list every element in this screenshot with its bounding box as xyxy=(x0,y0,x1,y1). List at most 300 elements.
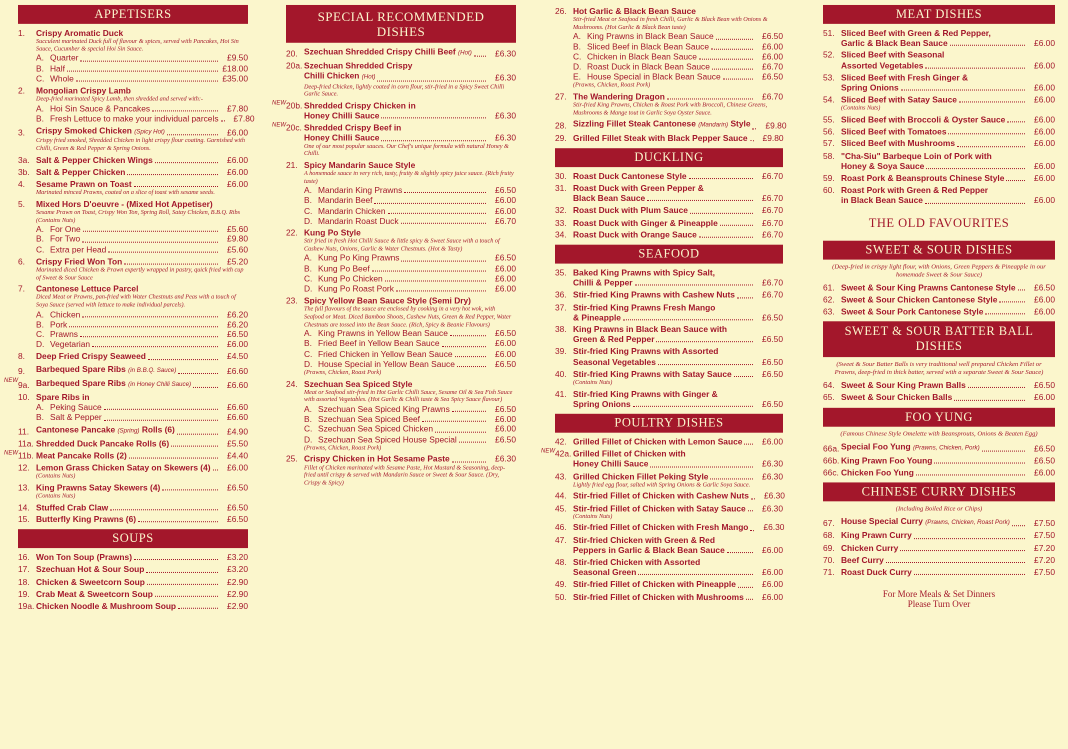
dot-leader xyxy=(914,538,1025,539)
batter-ball-note: (Sweet & Sour Batter Balls is very traditional well prepared Chicken Fillet or Prawns, deep-fried in thick batter, served with a separate Sweet & Sour Sauce) xyxy=(834,361,1044,377)
menu-item-row xyxy=(18,438,248,448)
item-description: (Contains Nuts) xyxy=(36,472,76,480)
item-number: 6. xyxy=(18,256,25,267)
item-description: (Contains Nuts) xyxy=(36,492,76,500)
menu-item-row xyxy=(555,592,783,602)
sub-name: Prawns xyxy=(50,329,78,340)
dot-leader xyxy=(748,510,753,511)
menu-item-row xyxy=(555,302,783,312)
item-price: £6.50 xyxy=(762,398,783,409)
sub-letter: D. xyxy=(573,61,582,72)
item-price: £9.80 xyxy=(762,132,784,143)
item-number: 12. xyxy=(18,462,30,473)
item-name-text: Sliced Beef with Green & Red Pepper, xyxy=(841,27,991,38)
item-name-cont-text: Chilli Chicken xyxy=(304,71,360,81)
item-price: £6.00 xyxy=(1034,38,1055,48)
dot-leader xyxy=(396,291,486,292)
item-name xyxy=(573,557,700,567)
dot-leader xyxy=(968,387,1025,388)
item-number: 14. xyxy=(18,502,30,513)
menu-item-row-2 xyxy=(823,195,1055,205)
item-name xyxy=(36,424,175,436)
sub-option xyxy=(555,52,783,62)
item-name xyxy=(304,123,401,133)
dot-leader xyxy=(435,431,486,432)
dot-leader xyxy=(744,444,753,445)
item-name-text: Chicken Foo Yung xyxy=(841,467,914,478)
item-name-text: King Prawns in Black Bean Sauce with xyxy=(573,324,728,335)
item-name xyxy=(573,268,715,278)
dot-leader xyxy=(999,301,1025,302)
menu-item-row xyxy=(18,482,248,492)
item-name-text: Sesame Prawn on Toast xyxy=(36,179,132,189)
item-number: 5. xyxy=(18,198,25,209)
menu-item-row xyxy=(823,543,1055,553)
menu-item xyxy=(555,503,783,521)
dot-leader xyxy=(750,530,754,531)
sub-name: King Prawns in Black Bean Sauce xyxy=(587,31,714,42)
item-name-cont xyxy=(841,161,924,171)
sub-name: For Two xyxy=(50,234,81,245)
item-name xyxy=(573,437,742,447)
sub-name: Peking Sauce xyxy=(50,402,102,413)
item-number: 70. xyxy=(823,554,835,565)
item-name-text: Meat Pancake Rolls (2) xyxy=(36,450,127,461)
item-name xyxy=(36,552,132,562)
menu-item-row xyxy=(823,151,1055,161)
column-4 xyxy=(823,0,1055,745)
menu-item-row xyxy=(823,282,1055,292)
dot-leader xyxy=(474,56,486,57)
item-name xyxy=(573,119,750,131)
dot-leader xyxy=(152,110,218,111)
item-price: £6.00 xyxy=(1034,195,1055,206)
item-name xyxy=(841,543,898,553)
item-price: £6.50 xyxy=(1034,455,1055,466)
item-name-text: Grilled Fillet of Chicken with Lemon Sauce xyxy=(573,436,743,447)
item-name xyxy=(36,284,138,294)
item-price: £6.50 xyxy=(762,356,783,367)
item-number: 27. xyxy=(555,91,567,102)
appetisers-list xyxy=(4,27,255,525)
menu-item-row-2 xyxy=(555,567,783,577)
meat-header: MEAT DISHES xyxy=(823,5,1055,24)
item-name xyxy=(573,491,749,501)
sub-letter: C. xyxy=(304,205,313,216)
item-note: (Spring) xyxy=(117,427,140,435)
menu-item xyxy=(823,392,1055,402)
sub-option xyxy=(18,113,255,124)
sub-option xyxy=(555,62,783,72)
sub-letter: B. xyxy=(36,113,44,124)
menu-item-row-2 xyxy=(823,83,1055,93)
item-name-text: Stir-fried King Prawns with Cashew Nuts xyxy=(573,289,735,300)
footer-note xyxy=(823,589,1055,609)
menu-item xyxy=(555,92,783,117)
dot-leader xyxy=(658,364,753,365)
dot-leader xyxy=(925,203,1025,204)
menu-item-row-2 xyxy=(555,193,783,203)
item-price: £6.00 xyxy=(762,544,783,555)
sub-letter: D. xyxy=(36,339,45,350)
item-name xyxy=(841,380,966,390)
sub-letter: B. xyxy=(36,412,44,423)
item-number: 48. xyxy=(555,557,567,568)
item-name-cont xyxy=(304,133,379,143)
dot-leader xyxy=(954,400,1025,401)
dot-leader xyxy=(925,67,1025,68)
menu-item xyxy=(555,290,783,300)
sub-price: £6.60 xyxy=(227,412,248,423)
item-number: 20. xyxy=(286,48,298,59)
dot-leader xyxy=(982,450,1025,451)
sweet-sour-list xyxy=(823,282,1055,316)
new-badge: NEW xyxy=(4,377,18,384)
menu-item xyxy=(18,256,248,281)
menu-item-row xyxy=(555,389,783,399)
dot-leader xyxy=(127,174,218,175)
item-name-text: Kung Po Style xyxy=(304,227,361,238)
sub-name: Hoi Sin Sauce & Pancakes xyxy=(50,103,151,114)
menu-item xyxy=(18,577,248,587)
new-badge: NEW xyxy=(541,448,555,455)
sub-letter: A. xyxy=(304,328,312,339)
menu-item-row xyxy=(18,28,248,38)
item-description: Marinated diced Chicken & Prawn expertly wrapped in pastry, quick fried with cup of Sweet & Sour Sauce xyxy=(36,266,244,282)
item-number: 30. xyxy=(555,170,567,181)
item-number: 40. xyxy=(555,368,567,379)
item-name xyxy=(573,133,748,143)
menu-item xyxy=(555,324,783,344)
menu-item xyxy=(823,555,1055,565)
item-name-text: Szechuan Shredded Crispy xyxy=(304,60,413,71)
item-price: £6.00 xyxy=(227,179,248,189)
item-name xyxy=(573,205,688,215)
menu-item xyxy=(555,592,783,602)
item-name xyxy=(304,47,472,59)
item-name xyxy=(573,535,715,545)
item-name-text: Cantonese Pancake xyxy=(36,424,116,435)
sub-price: £35.00 xyxy=(222,73,248,84)
menu-item xyxy=(555,523,783,533)
item-price: £6.00 xyxy=(227,154,248,165)
sub-name: Mandarin Beef xyxy=(318,195,373,206)
menu-item-row xyxy=(18,463,248,473)
item-name-text: Sliced Beef with Satay Sauce xyxy=(841,94,957,105)
sub-letter: A. xyxy=(36,103,44,114)
item-description: (Contains Nuts) xyxy=(841,104,881,112)
menu-item-row xyxy=(18,564,248,574)
menu-item xyxy=(18,482,248,500)
dot-leader xyxy=(459,441,486,442)
item-name xyxy=(841,139,955,149)
item-name xyxy=(573,92,665,102)
item-price: £6.30 xyxy=(762,502,783,513)
menu-item-row xyxy=(18,589,248,599)
dot-leader xyxy=(372,270,486,271)
dot-leader xyxy=(104,419,218,420)
menu-item xyxy=(823,28,1055,48)
menu-item-row xyxy=(823,468,1055,478)
menu-item-row xyxy=(286,228,516,238)
appetisers-header: APPETISERS xyxy=(18,5,248,24)
item-name xyxy=(573,171,687,181)
sub-name: Kung Po Chicken xyxy=(318,273,383,284)
menu-item-row xyxy=(555,369,783,379)
menu-item xyxy=(823,72,1055,92)
menu-item-row xyxy=(18,577,248,587)
menu-item xyxy=(823,185,1055,205)
item-name-text: Stir-fried Fillet of Chicken with Cashew Nuts xyxy=(573,490,749,501)
menu-item-row xyxy=(555,290,783,300)
item-price: £6.70 xyxy=(762,170,783,181)
item-number: 61. xyxy=(823,282,835,293)
item-price: £6.00 xyxy=(1034,467,1055,478)
dot-leader xyxy=(110,509,218,510)
column-3 xyxy=(541,0,787,745)
menu-item xyxy=(286,379,516,452)
item-description: Lightly fried egg flour, salted with Spring Onions & Garlic Soya Sauce. xyxy=(573,481,751,489)
menu-item xyxy=(555,302,783,322)
item-name xyxy=(304,454,450,464)
item-price: £6.00 xyxy=(1034,114,1055,125)
dot-leader xyxy=(147,584,218,585)
dot-leader xyxy=(950,45,1025,46)
dot-leader xyxy=(83,231,218,232)
dot-leader xyxy=(155,596,218,597)
item-price: £6.00 xyxy=(1034,94,1055,105)
sub-letter: D. xyxy=(304,358,313,369)
item-number: 9. xyxy=(18,365,25,376)
sub-letter: A. xyxy=(36,223,44,234)
item-note: (Spicy Hot) xyxy=(134,128,165,136)
item-number: 17. xyxy=(18,564,30,575)
dot-leader xyxy=(1007,122,1025,123)
item-name-cont xyxy=(304,110,379,120)
item-name xyxy=(841,151,992,161)
sub-option xyxy=(286,253,516,263)
dot-leader xyxy=(750,140,754,141)
item-number: 21. xyxy=(286,159,298,170)
dot-leader xyxy=(167,135,218,136)
item-number: 67. xyxy=(823,518,835,529)
item-number: 45. xyxy=(555,502,567,513)
dot-leader xyxy=(177,434,218,435)
foo-yung-list xyxy=(823,441,1055,477)
sub-name: Sliced Beef in Black Bean Sauce xyxy=(587,41,709,52)
item-price: £6.30 xyxy=(762,459,783,469)
sub-price: £18.00 xyxy=(222,63,248,74)
sub-option xyxy=(286,349,516,359)
item-after-note: (Prawns, Chicken, Roast Pork) xyxy=(304,444,382,452)
item-number: 28. xyxy=(555,120,567,131)
item-name xyxy=(841,567,912,577)
item-number: 1. xyxy=(18,27,25,38)
item-name-text: Crispy Chicken in Hot Sesame Paste xyxy=(304,453,450,464)
menu-item-row xyxy=(18,155,248,165)
item-name-text: Butterfly King Prawns (6) xyxy=(36,514,137,525)
item-number: 3b. xyxy=(18,166,30,177)
item-price: £7.50 xyxy=(1034,567,1055,578)
item-name-text: Spicy Yellow Bean Sauce Style (Semi Dry) xyxy=(304,295,471,306)
dot-leader xyxy=(442,346,486,347)
item-name-text: Deep Fried Crispy Seaweed xyxy=(36,351,146,362)
sub-letter: B. xyxy=(36,319,44,330)
item-name-cont xyxy=(841,83,899,93)
item-number: 35. xyxy=(555,267,567,278)
sub-name: Kung Po Beef xyxy=(318,263,370,274)
item-price: £2.90 xyxy=(227,600,248,611)
dot-leader xyxy=(723,79,753,80)
item-name-text: King Prawn Foo Young xyxy=(841,455,933,466)
sub-price: £6.00 xyxy=(495,413,516,424)
menu-item-row xyxy=(18,364,248,376)
item-name-text: Shredded Duck Pancake Rolls (6) xyxy=(36,438,170,449)
item-name xyxy=(841,282,1016,292)
dot-leader xyxy=(738,587,753,588)
item-description: The full flavours of the sauce are enclosed by cooking in a very hot wok, with Seafood or Meat. Diced Bamboo Shoots, Cashew Nuts, Green & Red Pepper, Water Chestnuts are tossed into the Bean Sauce. (Rich, Spicy & Beanie Flavours) xyxy=(304,305,512,328)
item-number: 22. xyxy=(286,227,298,238)
sub-price: £6.20 xyxy=(227,319,248,330)
item-name-text: Baked King Prawns with Spicy Salt, xyxy=(573,267,715,278)
menu-item-row xyxy=(18,167,248,177)
item-name-text: Sliced Beef with Broccoli & Oyster Sauce xyxy=(841,114,1006,125)
sub-letter: C. xyxy=(36,73,45,84)
menu-item-row xyxy=(18,392,248,402)
column-2 xyxy=(272,0,516,745)
item-number: 55. xyxy=(823,114,835,125)
menu-item-row xyxy=(18,424,248,436)
dot-leader xyxy=(80,60,218,61)
item-name xyxy=(841,95,957,105)
item-number: 24. xyxy=(286,378,298,389)
menu-item-row xyxy=(555,205,783,215)
item-name xyxy=(573,302,715,312)
item-number: 19. xyxy=(18,588,30,599)
menu-item-row-2 xyxy=(555,357,783,367)
item-price: £6.00 xyxy=(1034,82,1055,93)
menu-item xyxy=(18,424,248,436)
item-name xyxy=(36,199,213,209)
menu-item xyxy=(555,217,783,227)
dot-leader xyxy=(667,99,753,100)
poultry-header: POULTRY DISHES xyxy=(555,414,783,433)
item-name xyxy=(36,256,122,266)
menu-item xyxy=(18,126,248,153)
item-note: (Mandarin) xyxy=(698,121,729,129)
item-name-text: Salt & Pepper Chicken xyxy=(36,166,126,177)
item-name xyxy=(841,72,968,82)
dot-leader xyxy=(635,285,753,286)
item-price: £6.30 xyxy=(763,522,785,533)
dot-leader xyxy=(162,490,218,491)
item-name xyxy=(841,468,914,478)
menu-item xyxy=(555,171,783,181)
menu-item xyxy=(18,552,248,562)
item-description: Deep-fried marinated Spicy Lamb, then shredded and served with:- xyxy=(36,95,203,103)
item-description: Stir fried in fresh Hot Chilli Sauce & little spicy & Sweet Sauce with a touch of Cashew Nuts, Onions, Garlic & Water Chestnuts. (Hot & Tasty) xyxy=(304,237,500,253)
sub-option xyxy=(18,412,248,422)
dot-leader xyxy=(985,314,1025,315)
menu-item xyxy=(823,567,1055,577)
dot-leader xyxy=(633,406,753,407)
footer-line-2: Please Turn Over xyxy=(907,599,971,610)
menu-item-row xyxy=(286,160,516,170)
item-name-text: Stir-fried Chicken with Green & Red xyxy=(573,534,715,545)
sub-name: Fried Beef in Yellow Bean Sauce xyxy=(318,338,440,349)
sub-option xyxy=(18,63,248,73)
menu-item-row xyxy=(555,6,783,16)
dot-leader xyxy=(647,200,753,201)
item-name-text: Crispy Aromatic Duck xyxy=(36,27,124,38)
dot-leader xyxy=(124,264,218,265)
dot-leader xyxy=(401,260,486,261)
menu-item-row xyxy=(18,378,248,390)
item-price: £2.90 xyxy=(227,588,248,599)
menu-item xyxy=(823,151,1055,171)
sub-option xyxy=(286,283,516,293)
item-name xyxy=(841,28,991,38)
item-name-text: Roast Duck Curry xyxy=(841,567,912,578)
sub-option xyxy=(555,72,783,82)
item-name-text: Sweet & Sour Pork Cantonese Style xyxy=(841,306,984,317)
item-name xyxy=(36,86,131,96)
item-number: 41. xyxy=(555,388,567,399)
item-number: 39. xyxy=(555,346,567,357)
item-number: 59. xyxy=(823,173,835,184)
item-number: 3a. xyxy=(18,154,30,165)
item-name-text: Roast Duck with Green Pepper & xyxy=(573,183,704,193)
item-number: 20c. xyxy=(286,122,302,133)
item-number: 3. xyxy=(18,127,25,138)
menu-item xyxy=(823,50,1055,70)
menu-item-row xyxy=(18,256,248,266)
item-name xyxy=(36,364,176,376)
item-name xyxy=(841,531,912,541)
item-name xyxy=(36,352,146,362)
item-number: 9a. xyxy=(18,379,30,390)
item-name-cont-text: Honey & Soya Sauce xyxy=(841,160,925,171)
item-name-text: Roast Duck with Plum Sauce xyxy=(573,205,688,216)
sub-price: £6.50 xyxy=(495,328,516,339)
item-number: 47. xyxy=(555,534,567,545)
sub-letter: B. xyxy=(573,41,581,52)
menu-item-row xyxy=(555,118,787,131)
sub-name: Mandarin Chicken xyxy=(318,205,386,216)
menu-item xyxy=(272,122,516,158)
item-number: 50. xyxy=(555,591,567,602)
menu-item xyxy=(555,205,783,215)
menu-item xyxy=(555,535,783,555)
sub-name: Fresh Lettuce to make your individual parcels xyxy=(50,113,219,124)
sub-price: £5.60 xyxy=(227,223,248,234)
menu-item xyxy=(555,133,783,143)
sub-option xyxy=(18,319,248,329)
menu-item-row xyxy=(555,535,783,545)
menu-item-row-2 xyxy=(823,60,1055,70)
dot-leader xyxy=(76,81,218,82)
dot-leader xyxy=(901,90,1025,91)
sub-option xyxy=(286,195,516,205)
item-name-text: Sliced Beef with Seasonal xyxy=(841,50,945,61)
menu-item-row xyxy=(555,268,783,278)
dot-leader xyxy=(720,225,753,226)
menu-item xyxy=(823,282,1055,292)
item-name-text: King Prawns Satay Skewers (4) xyxy=(36,482,161,493)
sub-name: Kung Po King Prawns xyxy=(318,253,400,263)
item-price: £6.50 xyxy=(1034,443,1055,454)
item-name-cont-text: Black Bean Sauce xyxy=(573,193,646,204)
